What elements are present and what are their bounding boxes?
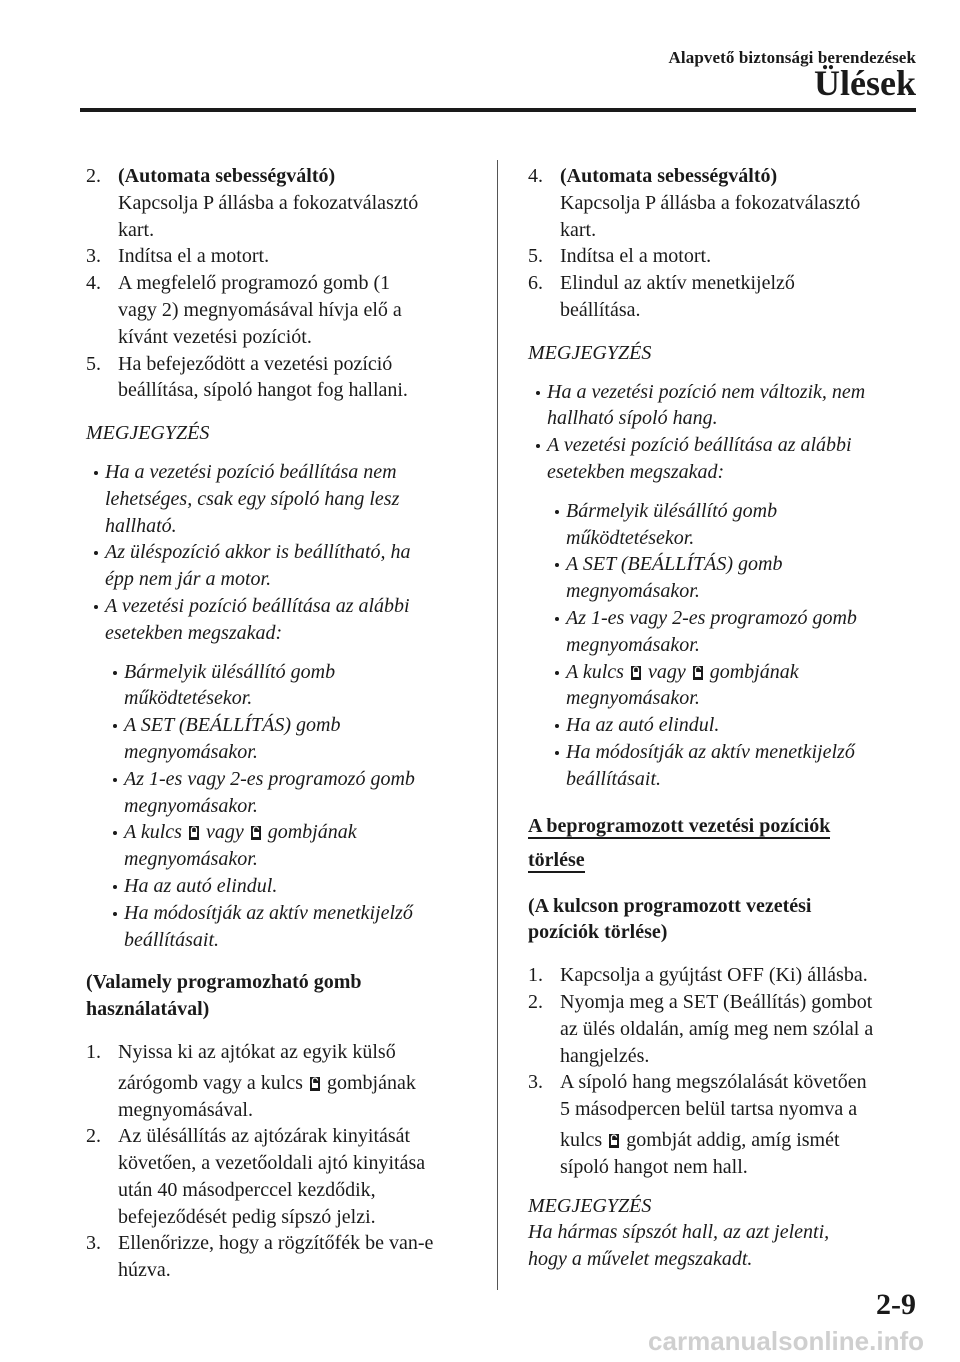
step-heading: (Automata sebességváltó) xyxy=(118,165,336,187)
subheading-text: (A kulcson programozott vezetési xyxy=(528,894,812,917)
note-bullet xyxy=(528,379,928,433)
note-text: Bármelyik ülésállító gomb xyxy=(124,660,336,683)
unlock-icon xyxy=(309,1074,321,1092)
note-text: hallható. xyxy=(105,514,177,537)
step-number: 6. xyxy=(528,272,543,295)
step-text: 5 másodpercen belül tartsa nyomva a xyxy=(560,1098,858,1121)
note-text: Ha a vezetési pozíció nem változik, nem xyxy=(547,380,866,403)
step-text: Nyomja meg a SET (Beállítás) gombot xyxy=(560,990,873,1013)
note-title: MEGJEGYZÉS xyxy=(528,341,652,364)
section-title: Alapvető biztonsági berendezések xyxy=(668,48,916,67)
step-number: 4. xyxy=(86,272,101,295)
step-text: Ellenőrizze, hogy a rögzítőfék be van-e xyxy=(118,1232,434,1255)
note-text: A SET (BEÁLLÍTÁS) gomb xyxy=(124,714,341,737)
step-text: az ülés oldalán, amíg meg nem szólal a xyxy=(560,1017,874,1040)
note-text: Ha módosítják az aktív menetkijelző xyxy=(124,901,413,924)
note-text xyxy=(566,659,928,686)
step-text: Ha befejeződött a vezetési pozíció xyxy=(118,352,393,375)
step-text: kart. xyxy=(118,218,155,241)
page-number: 2-9 xyxy=(876,1288,916,1321)
step-heading: (Automata sebességváltó) xyxy=(560,165,778,187)
step-item xyxy=(528,1069,928,1180)
step-text: Kapcsolja P állásba a fokozatválasztó xyxy=(560,191,861,214)
note-text: beállításait. xyxy=(124,928,219,951)
lock-icon xyxy=(188,823,200,841)
note-text: A kulcs xyxy=(566,660,624,683)
step-text: vagy 2) megnyomásával hívja elő a xyxy=(118,298,402,321)
note-text: Ha az autó elindul. xyxy=(124,874,278,897)
subheading-text: használatával) xyxy=(86,998,210,1021)
step-text: Nyissa ki az ajtókat az egyik külső xyxy=(118,1040,396,1063)
step-item xyxy=(86,163,486,243)
step-text: Kapcsolja a gyújtást OFF (Ki) állásba. xyxy=(560,964,868,987)
step-number: 3. xyxy=(528,1071,543,1094)
step-text: befejeződését pedig sípszó jelzi. xyxy=(118,1205,376,1228)
note-text: hogy a művelet megszakadt. xyxy=(528,1248,753,1271)
note-text: esetekben megszakad: xyxy=(105,621,283,644)
column-divider xyxy=(497,160,498,1290)
note-subbullet xyxy=(547,659,928,713)
step-text: beállítása. xyxy=(560,298,641,321)
step-text: követően, a vezetőoldali ajtó kinyitása xyxy=(118,1152,426,1175)
step-text: kulcs xyxy=(560,1128,603,1151)
note-text: lehetséges, csak egy sípoló hang lesz xyxy=(105,487,400,510)
step-item xyxy=(528,243,928,270)
note-subbullet xyxy=(105,900,486,954)
note-text: beállításait. xyxy=(566,767,661,790)
note-text: A SET (BEÁLLÍTÁS) gomb xyxy=(566,553,783,576)
step-number: 1. xyxy=(86,1040,101,1063)
step-text: gombjának xyxy=(326,1071,416,1094)
note-text: megnyomásakor. xyxy=(124,740,258,763)
note-bullet xyxy=(86,593,486,647)
right-column xyxy=(528,163,928,1273)
note-text: megnyomásakor. xyxy=(124,848,258,871)
step-item xyxy=(528,270,928,324)
note-text: A vezetési pozíció beállítása az alábbi xyxy=(547,434,852,457)
step-number: 3. xyxy=(86,1232,101,1255)
lock-icon xyxy=(630,663,642,681)
step-item xyxy=(86,1123,486,1230)
unlock-icon xyxy=(250,823,262,841)
step-text: kart. xyxy=(560,218,597,241)
step-text: Elindul az aktív menetkijelző xyxy=(560,272,795,295)
step-text: Indítsa el a motort. xyxy=(118,245,270,268)
step-number: 4. xyxy=(528,165,543,187)
note-subbullet xyxy=(547,712,928,739)
step-item xyxy=(86,243,486,270)
note-text: Ha az autó elindul. xyxy=(566,714,720,737)
step-text: beállítása, sípoló hangot fog hallani. xyxy=(118,379,408,402)
step-text: húzva. xyxy=(118,1259,171,1282)
note-text: megnyomásakor. xyxy=(566,633,700,656)
note-subbullet xyxy=(547,498,928,552)
step-text: után 40 másodperccel kezdődik, xyxy=(118,1178,376,1201)
step-number: 5. xyxy=(86,352,101,375)
step-text: megnyomásával. xyxy=(118,1098,253,1121)
step-number: 5. xyxy=(528,245,543,268)
step-item xyxy=(86,1039,486,1123)
section-heading xyxy=(528,809,928,877)
step-text: Indítsa el a motort. xyxy=(560,245,712,268)
note-subbullet xyxy=(105,712,486,766)
note-text: Bármelyik ülésállító gomb xyxy=(566,499,778,522)
step-text: sípoló hangot nem hall. xyxy=(560,1155,748,1178)
note-bullet xyxy=(86,539,486,593)
note-subbullet xyxy=(105,873,486,900)
step-item xyxy=(528,962,928,989)
note-text: Ha a vezetési pozíció beállítása nem xyxy=(105,460,397,483)
note-subbullet xyxy=(105,766,486,820)
note-text: gombjának xyxy=(709,660,799,683)
step-text: hangjelzés. xyxy=(560,1044,650,1067)
note-bullet xyxy=(528,432,928,486)
step-item xyxy=(528,163,928,243)
step-text: A megfelelő programozó gomb (1 xyxy=(118,272,391,295)
subheading-text: pozíciók törlése) xyxy=(528,921,668,944)
left-column xyxy=(86,163,486,1284)
page-title: Ülések xyxy=(814,63,916,103)
unlock-icon xyxy=(692,663,704,681)
step-text: A sípoló hang megszólalását követően xyxy=(560,1071,867,1094)
step-item xyxy=(86,270,486,350)
section-heading-text: A beprogramozott vezetési pozíciók xyxy=(528,814,831,837)
step-text: zárógomb vagy a kulcs xyxy=(118,1071,303,1094)
note-subbullet xyxy=(105,819,486,873)
subheading xyxy=(528,893,928,947)
note-text xyxy=(124,819,486,846)
note-text: hallható sípoló hang. xyxy=(547,407,718,430)
note-text: megnyomásakor. xyxy=(566,687,700,710)
note-text: Ha módosítják az aktív menetkijelző xyxy=(566,740,855,763)
note-subbullet xyxy=(547,605,928,659)
note-text: megnyomásakor. xyxy=(124,794,258,817)
step-text: Kapcsolja P állásba a fokozatválasztó xyxy=(118,191,419,214)
section-heading-text: törlése xyxy=(528,848,585,871)
watermark: carmanualsonline.info xyxy=(648,1326,924,1356)
step-item xyxy=(86,1230,486,1284)
step-text xyxy=(118,1070,486,1097)
note-text: gombjának xyxy=(267,821,357,844)
step-number: 1. xyxy=(528,964,543,987)
step-text: kívánt vezetési pozíciót. xyxy=(118,325,312,348)
note-subbullet xyxy=(105,659,486,713)
note-title: MEGJEGYZÉS xyxy=(86,422,210,445)
note-text: Az üléspozíció akkor is beállítható, ha xyxy=(105,541,411,564)
note-title: MEGJEGYZÉS xyxy=(528,1194,652,1217)
step-number: 3. xyxy=(86,245,101,268)
note-text: vagy xyxy=(205,821,244,844)
note-text: esetekben megszakad: xyxy=(547,460,725,483)
step-text xyxy=(560,1127,928,1154)
step-number: 2. xyxy=(528,990,543,1013)
note-text: működtetésekor. xyxy=(566,526,695,549)
note-text: Az 1-es vagy 2-es programozó gomb xyxy=(566,606,857,629)
note-bullet xyxy=(86,459,486,539)
note-text: épp nem jár a motor. xyxy=(105,568,272,591)
note-subbullet xyxy=(547,739,928,793)
subheading-text: (Valamely programozható gomb xyxy=(86,971,362,994)
step-text: gombját addig, amíg ismét xyxy=(626,1128,840,1151)
note-subbullet xyxy=(547,551,928,605)
note-text: A vezetési pozíció beállítása az alábbi xyxy=(105,594,410,617)
note-text: Ha hármas sípszót hall, az azt jelenti, xyxy=(528,1221,830,1244)
note-text: működtetésekor. xyxy=(124,687,253,710)
step-item xyxy=(86,351,486,405)
step-item xyxy=(528,989,928,1069)
note-text: A kulcs xyxy=(124,821,182,844)
unlock-icon xyxy=(608,1131,620,1149)
header-rule xyxy=(80,108,916,112)
step-number: 2. xyxy=(86,165,101,187)
note-text: megnyomásakor. xyxy=(566,580,700,603)
subheading xyxy=(86,969,486,1023)
note-text: Az 1-es vagy 2-es programozó gomb xyxy=(124,767,415,790)
step-text: Az ülésállítás az ajtózárak kinyitását xyxy=(118,1125,411,1148)
note-text: vagy xyxy=(647,660,686,683)
step-number: 2. xyxy=(86,1125,101,1148)
